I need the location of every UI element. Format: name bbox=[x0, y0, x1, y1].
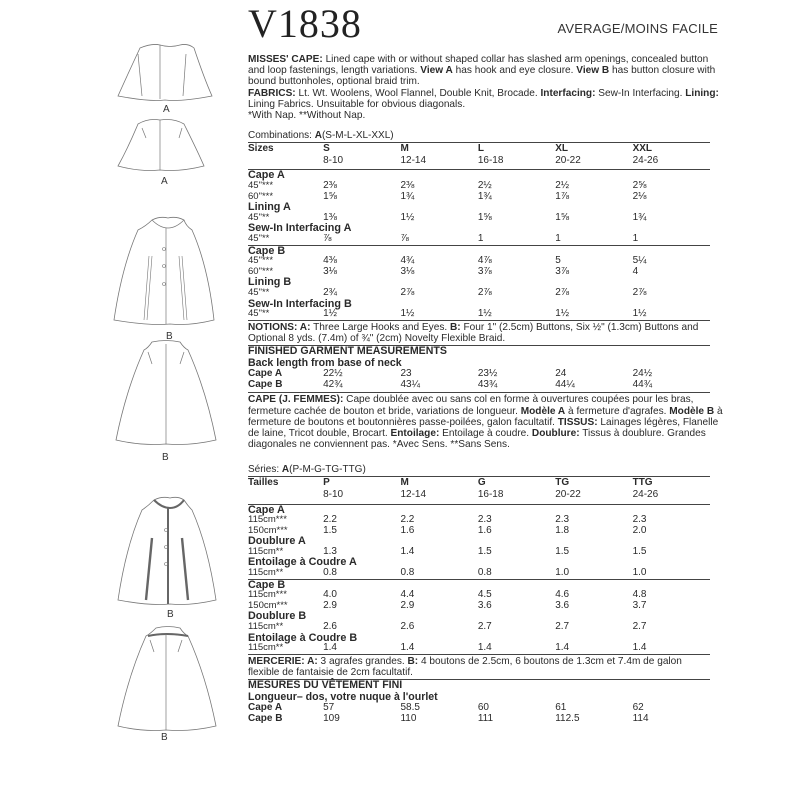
yardage-value: ⅞ bbox=[400, 232, 409, 244]
fabric-width: 45"** bbox=[248, 232, 270, 244]
yardage-value: 3.7 bbox=[632, 599, 647, 611]
measurement-value: 57 bbox=[323, 702, 335, 714]
table-row bbox=[248, 192, 710, 203]
fabric-width: 115cm** bbox=[248, 567, 284, 579]
yardage-value: 1½ bbox=[400, 211, 415, 223]
yardage-value: 5¼ bbox=[632, 255, 647, 267]
measurement-value: 42¾ bbox=[323, 378, 343, 390]
fabrics-label: FABRICS: bbox=[248, 87, 296, 99]
size-code: TTG bbox=[633, 477, 710, 489]
fabric-width: 60"*** bbox=[248, 265, 274, 277]
yardage-value: 1½ bbox=[477, 308, 492, 320]
section-title: Lining A bbox=[248, 201, 291, 214]
description-text: à fermeture de boutons et boutonnières passe-poilées, galon facultatif. bbox=[248, 405, 723, 428]
combinations-line bbox=[248, 130, 726, 142]
yardage-value: 4.0 bbox=[323, 589, 337, 601]
size-code: M bbox=[400, 143, 477, 155]
size-code: S bbox=[323, 143, 400, 155]
combinations-view: A bbox=[314, 130, 322, 142]
french-finished-table bbox=[248, 703, 710, 724]
description-text: Cape doublée avec ou sans col en forme à ouvertures coupées pour les bras, fermeture cachée de bouton et bride, variations de longueur. bbox=[248, 394, 694, 417]
series-sizes: (P-M-G-TG-TTG) bbox=[289, 464, 366, 476]
table-row bbox=[248, 380, 710, 391]
description-text: à fermeture d'agrafes. bbox=[565, 405, 670, 417]
garment-label: Cape B bbox=[248, 712, 283, 724]
yardage-value: 1.4 bbox=[323, 642, 337, 654]
yardage-value: 1 bbox=[632, 232, 639, 244]
french-yardage-table bbox=[248, 476, 710, 654]
yardage-value: 2.9 bbox=[400, 599, 415, 611]
measurement-value: 44¼ bbox=[555, 378, 575, 390]
description-lead: MISSES' CAPE: bbox=[248, 54, 323, 65]
yardage-value: 2.7 bbox=[477, 621, 492, 633]
yardage-value: 4.8 bbox=[632, 589, 647, 601]
yardage-value: 2⅜ bbox=[400, 180, 415, 191]
sketch-view-b-front bbox=[80, 216, 250, 342]
yardage-value: 4⅜ bbox=[323, 255, 337, 267]
cape-b-braid-front-icon bbox=[80, 496, 250, 606]
finished-measurements-title: FINISHED GARMENT MEASUREMENTS bbox=[248, 345, 447, 358]
yardage-value: 3.6 bbox=[477, 599, 492, 611]
sizes-label: Tailles bbox=[248, 477, 323, 489]
measurement-value: 111 bbox=[477, 712, 494, 724]
yardage-value: 2½ bbox=[555, 180, 570, 191]
yardage-value: 2.7 bbox=[632, 621, 647, 633]
measurement-value: 58.5 bbox=[400, 702, 420, 714]
mercerie-label: MERCERIE: bbox=[248, 655, 305, 667]
yardage-value: 2½ bbox=[477, 180, 492, 191]
finished-measurements-subtitle-fr: Longueur– dos, votre nuque à l'ourlet bbox=[248, 690, 438, 703]
yardage-value: 1⅝ bbox=[323, 190, 337, 202]
size-range: 20-22 bbox=[555, 155, 632, 170]
section-title: Entoilage à Coudre B bbox=[248, 631, 358, 644]
cape-b-back-icon bbox=[80, 340, 250, 446]
fabric-width: 150cm*** bbox=[248, 599, 288, 611]
yardage-value: 1.3 bbox=[323, 545, 337, 557]
view-b-label: View B bbox=[576, 65, 610, 77]
mercerie-a-text: 3 agrafes grandes. bbox=[317, 655, 408, 667]
yardage-value: 2.7 bbox=[555, 621, 570, 633]
yardage-value: 2.3 bbox=[632, 514, 647, 526]
yardage-value: 2.0 bbox=[632, 524, 647, 536]
fabric-width: 115cm*** bbox=[248, 589, 287, 601]
cape-b-braid-back-icon bbox=[80, 626, 250, 732]
size-range: 24-26 bbox=[633, 489, 710, 504]
section-title: Entoilage à Coudre A bbox=[248, 556, 357, 569]
section-title: Sew-In Interfacing A bbox=[248, 222, 352, 235]
size-code: G bbox=[478, 477, 555, 489]
yardage-value: 2⅛ bbox=[632, 190, 647, 202]
french-notions bbox=[248, 655, 710, 679]
yardage-value: 4 bbox=[632, 265, 639, 277]
yardage-value: 1½ bbox=[555, 308, 570, 320]
cape-a-front-icon bbox=[80, 38, 250, 108]
yardage-value: 1.4 bbox=[555, 642, 570, 654]
yardage-value: 2.6 bbox=[400, 621, 415, 633]
english-description bbox=[248, 54, 726, 121]
section-title: Cape A bbox=[248, 169, 285, 182]
yardage-value: 1¾ bbox=[400, 190, 415, 202]
title-row bbox=[248, 0, 726, 52]
size-header-row bbox=[248, 143, 710, 155]
table-row bbox=[248, 601, 710, 612]
size-code: XXL bbox=[633, 143, 710, 155]
table-row bbox=[248, 526, 710, 537]
interfacing-text: Sew-In Interfacing. bbox=[595, 87, 686, 99]
mercerie-b-label: B: bbox=[407, 655, 419, 667]
description-text: has button closure with bound buttonholes, optional braid trim. bbox=[248, 65, 716, 88]
yardage-value: 2⅝ bbox=[632, 180, 647, 191]
table-row bbox=[248, 568, 710, 579]
measurement-value: 23 bbox=[400, 368, 412, 380]
size-range: 8-10 bbox=[323, 155, 400, 170]
yardage-value: 2⅞ bbox=[400, 286, 415, 298]
lining-text: Lining Fabrics. Unsuitable for obvious diagonals. bbox=[248, 98, 466, 110]
section-title: Doublure B bbox=[248, 610, 307, 623]
yardage-value: 0.8 bbox=[323, 567, 337, 579]
cape-a-back-icon bbox=[80, 116, 250, 176]
yardage-value: 1.0 bbox=[555, 567, 570, 579]
sketch-view-a-front bbox=[80, 38, 250, 115]
section-title: Cape A bbox=[248, 503, 285, 516]
size-range: 16-18 bbox=[478, 155, 555, 170]
yardage-value: 1.5 bbox=[555, 545, 570, 557]
view-label: B bbox=[167, 609, 174, 620]
measurement-value: 61 bbox=[555, 702, 567, 714]
notions-b-text: Four 1" (2.5cm) Buttons, Six ½" (1.3cm) Buttons and Optional 8 yds. (7.4m) of ¾" (2cm) Novelty Flexible Braid. bbox=[248, 321, 699, 344]
yardage-value: 2⅞ bbox=[632, 286, 647, 298]
yardage-value: 1.4 bbox=[632, 642, 647, 654]
fabric-width: 45"*** bbox=[248, 255, 274, 267]
lining-label: Lining: bbox=[685, 87, 719, 99]
fabric-width: 60"*** bbox=[248, 190, 274, 202]
table-row bbox=[248, 309, 710, 320]
yardage-value: 1⅝ bbox=[477, 211, 492, 223]
series-label: Séries: bbox=[248, 464, 282, 476]
garment-label: Cape A bbox=[248, 368, 283, 380]
measurement-value: 43¼ bbox=[400, 378, 420, 390]
sketch-view-a-back bbox=[80, 116, 250, 187]
yardage-value: 1.4 bbox=[400, 642, 415, 654]
fabric-width: 115cm** bbox=[248, 545, 284, 557]
measurement-value: 62 bbox=[632, 702, 644, 714]
entoilage-text: Entoilage à coudre. bbox=[439, 427, 532, 439]
sizes-label: Sizes bbox=[248, 143, 323, 155]
fabric-width: 45"** bbox=[248, 308, 270, 320]
yardage-value: 1⅝ bbox=[555, 211, 570, 223]
yardage-value: 4¾ bbox=[400, 255, 415, 267]
yardage-value: 1½ bbox=[400, 308, 415, 320]
modele-a-label: Modèle A bbox=[520, 405, 566, 417]
size-range: 12-14 bbox=[400, 155, 477, 170]
yardage-value: 1.0 bbox=[632, 567, 647, 579]
yardage-value: 2.6 bbox=[323, 621, 337, 633]
measurement-value: 114 bbox=[632, 712, 649, 724]
yardage-value: 0.8 bbox=[477, 567, 492, 579]
yardage-value: 3⅞ bbox=[555, 265, 570, 277]
series-line bbox=[248, 464, 726, 476]
yardage-value: 1.5 bbox=[323, 524, 337, 536]
measurement-value: 24½ bbox=[632, 368, 653, 380]
yardage-value: 0.8 bbox=[400, 567, 415, 579]
yardage-value: 2.3 bbox=[555, 514, 570, 526]
yardage-value: 1¾ bbox=[632, 211, 647, 223]
size-range: 20-22 bbox=[555, 489, 632, 504]
fabric-width: 115cm*** bbox=[248, 514, 287, 526]
size-code: TG bbox=[555, 477, 632, 489]
section-title: Lining B bbox=[248, 276, 292, 289]
mercerie-b-text: 4 boutons de 2.5cm, 6 boutons de 1.3cm et 7.4m de galon flexible de fantaisie de 2cm facultatif. bbox=[248, 655, 682, 679]
yardage-value: 2.3 bbox=[477, 514, 492, 526]
english-notions bbox=[248, 321, 710, 345]
finished-measurements-title-fr: MESURES DU VÊTEMENT FINI bbox=[248, 679, 403, 692]
measurement-value: 22½ bbox=[323, 368, 343, 380]
yardage-value: 1⅞ bbox=[555, 190, 570, 202]
doublure-label: Doublure: bbox=[531, 427, 580, 439]
view-label: A bbox=[163, 104, 170, 115]
yardage-value: 4.5 bbox=[477, 589, 492, 601]
tissus-text: Lainages légères, Flanelle de laine, Tricot double, Brocart. bbox=[248, 416, 719, 439]
table-row bbox=[248, 267, 710, 278]
garment-label: Cape A bbox=[248, 702, 283, 714]
technical-sketches bbox=[80, 0, 250, 800]
modele-b-label: Modèle B bbox=[669, 405, 715, 417]
size-header-row bbox=[248, 477, 710, 489]
yardage-value: 1⅜ bbox=[323, 211, 337, 223]
fabric-width: 150cm*** bbox=[248, 524, 288, 536]
sketch-view-b-front-braid bbox=[80, 496, 250, 620]
yardage-value: 1½ bbox=[323, 308, 337, 320]
combinations-label: Combinations: bbox=[248, 130, 315, 142]
view-label: B bbox=[161, 732, 168, 743]
yardage-value: 2.9 bbox=[323, 599, 337, 611]
yardage-value: 1.4 bbox=[477, 642, 492, 654]
garment-label: Cape B bbox=[248, 378, 283, 390]
size-range: 16-18 bbox=[478, 489, 555, 504]
yardage-value: 1.8 bbox=[555, 524, 570, 536]
view-label: B bbox=[162, 452, 169, 463]
measurement-value: 60 bbox=[477, 702, 489, 714]
yardage-value: 1 bbox=[477, 232, 484, 244]
yardage-value: 1¾ bbox=[477, 190, 492, 202]
measurement-value: 112.5 bbox=[555, 712, 580, 724]
size-code: P bbox=[323, 477, 400, 489]
yardage-value: 1½ bbox=[632, 308, 647, 320]
interfacing-label: Interfacing: bbox=[540, 87, 596, 99]
table-row bbox=[248, 181, 710, 192]
size-code: M bbox=[400, 477, 477, 489]
size-range: 24-26 bbox=[633, 155, 710, 170]
size-code: XL bbox=[555, 143, 632, 155]
doublure-text: Tissus à doublure. Grandes diagonales ne conviennent pas. *Avec Sens. **Sans Sens. bbox=[248, 427, 706, 451]
table-row bbox=[248, 288, 710, 299]
notions-b-label: B: bbox=[449, 321, 461, 333]
mercerie-a-label: A: bbox=[304, 655, 318, 667]
fabric-width: 115cm** bbox=[248, 621, 284, 633]
table-row bbox=[248, 234, 710, 245]
entoilage-label: Entoilage: bbox=[390, 427, 440, 439]
size-range-row bbox=[248, 155, 710, 170]
nap-note: *With Nap. **Without Nap. bbox=[248, 110, 366, 122]
finished-measurements-subtitle: Back length from base of neck bbox=[248, 356, 402, 369]
difficulty-label: AVERAGE/MOINS FACILE bbox=[557, 21, 718, 36]
table-row bbox=[248, 643, 710, 654]
sketch-view-b-back bbox=[80, 340, 250, 463]
size-code: L bbox=[478, 143, 555, 155]
pattern-info bbox=[248, 0, 726, 724]
series-view: A bbox=[281, 464, 290, 476]
yardage-value: 1 bbox=[555, 232, 561, 244]
notions-a-label: A: bbox=[297, 321, 311, 333]
french-description bbox=[248, 394, 726, 450]
yardage-value: 4⅞ bbox=[477, 255, 492, 267]
fabrics-text: Lt. Wt. Woolens, Wool Flannel, Double Knit, Brocade. bbox=[295, 87, 541, 99]
measurement-value: 24 bbox=[555, 368, 567, 380]
tissus-label: TISSUS: bbox=[557, 416, 598, 428]
english-finished-table bbox=[248, 369, 710, 390]
section-title: Cape B bbox=[248, 245, 710, 256]
yardage-value: 1.4 bbox=[400, 545, 415, 557]
yardage-value: 1.5 bbox=[632, 545, 647, 557]
measurement-value: 43¾ bbox=[477, 378, 498, 390]
yardage-value: 2¾ bbox=[323, 286, 337, 298]
yardage-value: 4.4 bbox=[400, 589, 415, 601]
description-text: has hook and eye closure. bbox=[452, 65, 577, 77]
yardage-value: 2⅞ bbox=[477, 286, 492, 298]
fabric-width: 45"*** bbox=[248, 180, 274, 191]
yardage-value: 2.2 bbox=[323, 514, 337, 526]
yardage-value: 1.5 bbox=[477, 545, 492, 557]
fabric-width: 115cm** bbox=[248, 642, 284, 654]
measurement-value: 110 bbox=[400, 712, 417, 724]
yardage-value: 3⅞ bbox=[477, 265, 492, 277]
section-title: Cape B bbox=[248, 579, 710, 590]
view-label: A bbox=[161, 176, 168, 187]
yardage-value: 3⅛ bbox=[400, 265, 415, 277]
view-a-label: View A bbox=[420, 65, 453, 77]
size-range-row bbox=[248, 489, 710, 504]
table-row bbox=[248, 714, 710, 725]
yardage-value: 3.6 bbox=[555, 599, 570, 611]
size-range: 12-14 bbox=[400, 489, 477, 504]
description-lead: CAPE (J. FEMMES): bbox=[248, 394, 344, 406]
yardage-value: 2.2 bbox=[400, 514, 415, 526]
size-range: 8-10 bbox=[323, 489, 400, 504]
measurement-value: 23½ bbox=[477, 368, 498, 380]
yardage-value: 2⅞ bbox=[555, 286, 570, 298]
pattern-number: V1838 bbox=[248, 1, 362, 46]
view-label: B bbox=[166, 331, 173, 342]
cape-b-front-icon bbox=[80, 216, 250, 326]
description-text: Lined cape with or without shaped collar has slashed arm openings, concealed button and loop fastenings, length variations. bbox=[248, 54, 709, 77]
section-title: Doublure A bbox=[248, 535, 306, 548]
combinations-sizes: (S-M-L-XL-XXL) bbox=[321, 130, 394, 142]
yardage-value: ⅞ bbox=[323, 232, 332, 244]
fabric-width: 45"** bbox=[248, 286, 270, 298]
yardage-value: 2⅜ bbox=[323, 180, 337, 191]
yardage-value: 5 bbox=[555, 255, 561, 267]
yardage-value: 4.6 bbox=[555, 589, 570, 601]
spacer bbox=[248, 489, 323, 504]
spacer bbox=[248, 155, 323, 170]
yardage-value: 3⅛ bbox=[323, 265, 337, 277]
measurement-value: 44¾ bbox=[632, 378, 653, 390]
measurement-value: 109 bbox=[323, 712, 340, 724]
notions-label: NOTIONS: bbox=[248, 321, 298, 333]
yardage-value: 1.6 bbox=[477, 524, 492, 536]
english-yardage-table bbox=[248, 142, 710, 320]
sketch-view-b-back-braid bbox=[80, 626, 250, 743]
section-title: Sew-In Interfacing B bbox=[248, 297, 352, 310]
notions-a-text: Three Large Hooks and Eyes. bbox=[310, 321, 450, 333]
yardage-value: 1.6 bbox=[400, 524, 415, 536]
fabric-width: 45"** bbox=[248, 211, 270, 223]
